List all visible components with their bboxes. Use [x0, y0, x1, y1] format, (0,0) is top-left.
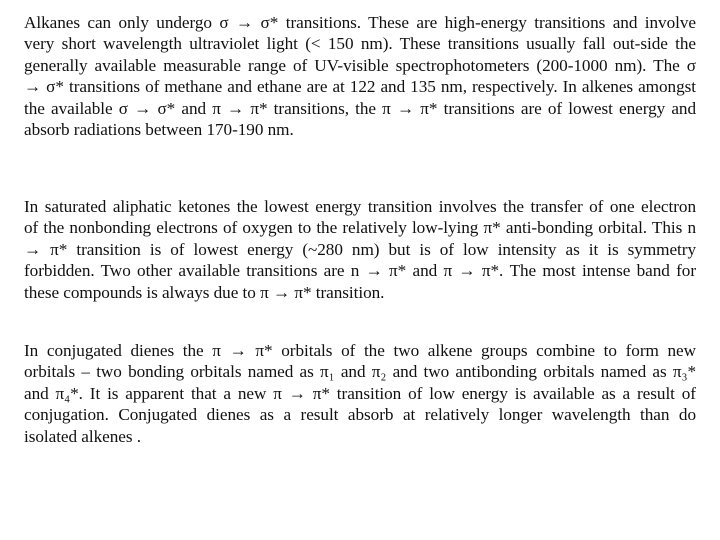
- paragraph-ketones: [24, 196, 696, 303]
- paragraph-conjugated-dienes: [24, 340, 696, 447]
- text-line: orbitals – two bonding orbitals named as π₁ and π₂ and two antibonding orbitals named as π₃*: [24, 362, 696, 382]
- text-line: → π* transition is of lowest energy (~280 nm) but is of low intensity as it is symmetry: [24, 239, 696, 259]
- text-line: these compounds is always due to π → π* transition.: [24, 282, 385, 302]
- text-line: conjugation. Conjugated dienes as a result absorb at relatively longer wavelength than do: [24, 405, 696, 425]
- paragraph-alkanes: [24, 12, 696, 140]
- text-line: → σ* transitions of methane and ethane are at 122 and 135 nm, respectively. In alkenes amongst: [24, 77, 696, 97]
- text-line: isolated alkenes .: [24, 426, 141, 446]
- text-line: In conjugated dienes the π → π* orbitals of the two alkene groups combine to form new: [24, 341, 696, 360]
- text-line: the available σ → σ* and π → π* transitions, the π → π* transitions are of lowest energy and: [24, 98, 696, 118]
- text-line: of the nonbonding electrons of oxygen to the relatively low-lying π* anti-bonding orbital. This n: [24, 218, 696, 238]
- text-line: In saturated aliphatic ketones the lowest energy transition involves the transfer of one electron: [24, 197, 696, 216]
- text-line: generally available measurable range of UV-visible spectrophotometers (200-1000 nm). The σ: [24, 55, 696, 75]
- text-line: absorb radiations between 170-190 nm.: [24, 120, 294, 140]
- text-line: Alkanes can only undergo σ → σ* transitions. These are high-energy transitions and involve: [24, 13, 696, 32]
- text-line: forbidden. Two other available transitions are n → π* and π → π*. The most intense band for: [24, 261, 696, 281]
- text-line: very short wavelength ultraviolet light (< 150 nm). These transitions usually fall out-side the: [24, 34, 696, 54]
- text-line: and π₄*. It is apparent that a new π → π* transition of low energy is available as a result of: [24, 383, 696, 403]
